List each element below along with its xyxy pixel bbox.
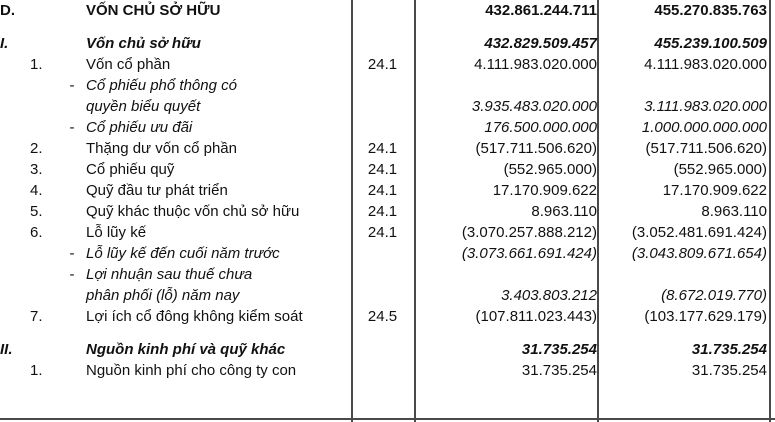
row-label: Cổ phiếu phổ thông có xyxy=(86,77,237,94)
row-dash xyxy=(58,54,86,75)
row-amount-current xyxy=(414,75,597,96)
row-amount-current: 31.735.254 xyxy=(521,362,597,379)
row-label: Lợi nhuận sau thuế chưa xyxy=(86,266,253,283)
row-amount-previous: 8.963.110 xyxy=(701,203,767,220)
spacer-cell xyxy=(0,327,775,339)
row-dash: - xyxy=(69,77,75,94)
row-index xyxy=(0,222,30,243)
row-dash xyxy=(58,180,86,201)
row-amount-current: 31.735.254 xyxy=(521,341,597,358)
row-amount-previous: 3.111.983.020.000 xyxy=(644,98,767,115)
table-row xyxy=(0,264,775,285)
row-dash xyxy=(58,339,86,360)
row-index xyxy=(0,285,30,306)
row-dash xyxy=(58,96,86,117)
table-row xyxy=(0,180,775,201)
row-amount-previous: 31.735.254 xyxy=(691,362,767,379)
row-number xyxy=(30,243,58,264)
row-amount-previous: 455.239.100.509 xyxy=(654,35,767,52)
table-row xyxy=(0,159,775,180)
row-index xyxy=(0,159,30,180)
row-amount-current: (517.711.506.620) xyxy=(475,140,597,157)
row-note: 24.1 xyxy=(367,203,398,220)
row-note xyxy=(351,243,414,264)
row-index xyxy=(0,117,30,138)
row-number xyxy=(30,75,58,96)
row-dash xyxy=(58,159,86,180)
row-index xyxy=(0,96,30,117)
table-row xyxy=(0,222,775,243)
row-label: Vốn cổ phần xyxy=(86,56,171,73)
row-note: 24.1 xyxy=(367,182,398,199)
row-number xyxy=(30,264,58,285)
row-dash xyxy=(58,285,86,306)
row-note xyxy=(351,96,414,117)
table-row xyxy=(0,339,775,360)
row-amount-previous: 455.270.835.763 xyxy=(654,2,767,19)
row-amount-previous: (103.177.629.179) xyxy=(644,308,767,325)
row-amount-previous: 1.000.000.000.000 xyxy=(641,119,767,136)
row-index xyxy=(0,180,30,201)
row-label: Lỗ lũy kế đến cuối năm trước xyxy=(86,245,280,262)
row-number xyxy=(30,117,58,138)
row-index xyxy=(0,138,30,159)
row-note: 24.5 xyxy=(367,308,398,325)
row-number xyxy=(30,339,58,360)
row-amount-previous: (3.052.481.691.424) xyxy=(631,224,767,241)
row-amount-current: (3.070.257.888.212) xyxy=(461,224,597,241)
row-number: 5. xyxy=(30,203,43,220)
row-amount-previous: (3.043.809.671.654) xyxy=(631,245,767,262)
row-index xyxy=(0,264,30,285)
row-amount-current: 4.111.983.020.000 xyxy=(474,56,597,73)
row-label: Cổ phiếu ưu đãi xyxy=(86,119,193,136)
row-amount-previous: 31.735.254 xyxy=(691,341,767,358)
row-index: I. xyxy=(0,35,9,52)
row-note xyxy=(351,0,414,21)
row-number xyxy=(30,96,58,117)
row-number: 6. xyxy=(30,224,43,241)
row-number xyxy=(30,0,58,21)
row-amount-current xyxy=(414,264,597,285)
table-row xyxy=(0,138,775,159)
row-index: D. xyxy=(0,2,15,19)
row-number: 4. xyxy=(30,182,43,199)
row-label: Cổ phiếu quỹ xyxy=(86,161,175,178)
row-label: Nguồn kinh phí và quỹ khác xyxy=(86,341,286,358)
table-row xyxy=(0,201,775,222)
row-dash xyxy=(58,360,86,381)
row-amount-previous: 4.111.983.020.000 xyxy=(644,56,767,73)
row-number: 7. xyxy=(30,308,43,325)
row-note xyxy=(351,339,414,360)
row-amount-current: 3.935.483.020.000 xyxy=(471,98,597,115)
row-label: VỐN CHỦ SỞ HỮU xyxy=(86,2,221,19)
row-amount-current: 176.500.000.000 xyxy=(484,119,597,136)
table-row xyxy=(0,243,775,264)
row-dash xyxy=(58,0,86,21)
table-row xyxy=(0,285,775,306)
row-index xyxy=(0,243,30,264)
row-label: Quỹ đầu tư phát triển xyxy=(86,182,228,199)
row-number: 3. xyxy=(30,161,43,178)
row-index xyxy=(0,75,30,96)
table-row xyxy=(0,0,775,21)
row-label: Lỗ lũy kế xyxy=(86,224,147,241)
row-dash: - xyxy=(69,245,75,262)
row-dash xyxy=(58,222,86,243)
table-row xyxy=(0,96,775,117)
row-amount-current: (3.073.661.691.424) xyxy=(461,245,597,262)
row-note xyxy=(351,117,414,138)
row-note xyxy=(351,75,414,96)
table-row xyxy=(0,117,775,138)
table-row xyxy=(0,54,775,75)
row-amount-current: 432.829.509.457 xyxy=(484,35,597,52)
row-note xyxy=(351,33,414,54)
table-row xyxy=(0,306,775,327)
row-number: 1. xyxy=(30,56,43,73)
table-row xyxy=(0,33,775,54)
row-amount-current: (552.965.000) xyxy=(503,161,597,178)
row-amount-current: 8.963.110 xyxy=(531,203,597,220)
row-label: Lợi ích cổ đông không kiểm soát xyxy=(86,308,303,325)
row-index xyxy=(0,360,30,381)
row-amount-previous: (552.965.000) xyxy=(673,161,767,178)
row-dash xyxy=(58,138,86,159)
row-amount-previous: (8.672.019.770) xyxy=(661,287,767,304)
row-dash: - xyxy=(69,119,75,136)
row-amount-current: 432.861.244.711 xyxy=(485,2,597,19)
spacer-row xyxy=(0,21,775,33)
row-index xyxy=(0,54,30,75)
row-note: 24.1 xyxy=(367,56,398,73)
row-note: 24.1 xyxy=(367,140,398,157)
table-row xyxy=(0,360,775,381)
row-label: Vốn chủ sở hữu xyxy=(86,35,201,52)
row-label: Nguồn kinh phí cho công ty con xyxy=(86,362,297,379)
row-number: 2. xyxy=(30,140,43,157)
row-index: II. xyxy=(0,341,13,358)
spacer-cell xyxy=(0,21,775,33)
row-label: quyền biểu quyết xyxy=(86,98,201,115)
row-number: 1. xyxy=(30,362,43,379)
row-amount-previous xyxy=(597,264,775,285)
row-dash xyxy=(58,33,86,54)
row-label: Thặng dư vốn cổ phần xyxy=(86,140,237,157)
row-amount-previous: 17.170.909.622 xyxy=(662,182,767,199)
row-amount-previous: (517.711.506.620) xyxy=(645,140,767,157)
row-amount-current: (107.811.023.443) xyxy=(475,308,597,325)
row-label: Quỹ khác thuộc vốn chủ sở hữu xyxy=(86,203,300,220)
row-note xyxy=(351,285,414,306)
table-row xyxy=(0,75,775,96)
row-note: 24.1 xyxy=(367,224,398,241)
row-amount-previous xyxy=(597,75,775,96)
row-amount-current: 3.403.803.212 xyxy=(501,287,597,304)
spacer-row xyxy=(0,327,775,339)
row-number xyxy=(30,285,58,306)
row-note xyxy=(351,264,414,285)
row-dash: - xyxy=(69,266,75,283)
table-bottom-border xyxy=(0,418,775,420)
row-index xyxy=(0,201,30,222)
row-note: 24.1 xyxy=(367,161,398,178)
row-label: phân phối (lỗ) năm nay xyxy=(86,287,240,304)
row-dash xyxy=(58,201,86,222)
row-index xyxy=(0,306,30,327)
row-amount-current: 17.170.909.622 xyxy=(492,182,597,199)
row-dash xyxy=(58,306,86,327)
row-note xyxy=(351,360,414,381)
row-number xyxy=(30,33,58,54)
